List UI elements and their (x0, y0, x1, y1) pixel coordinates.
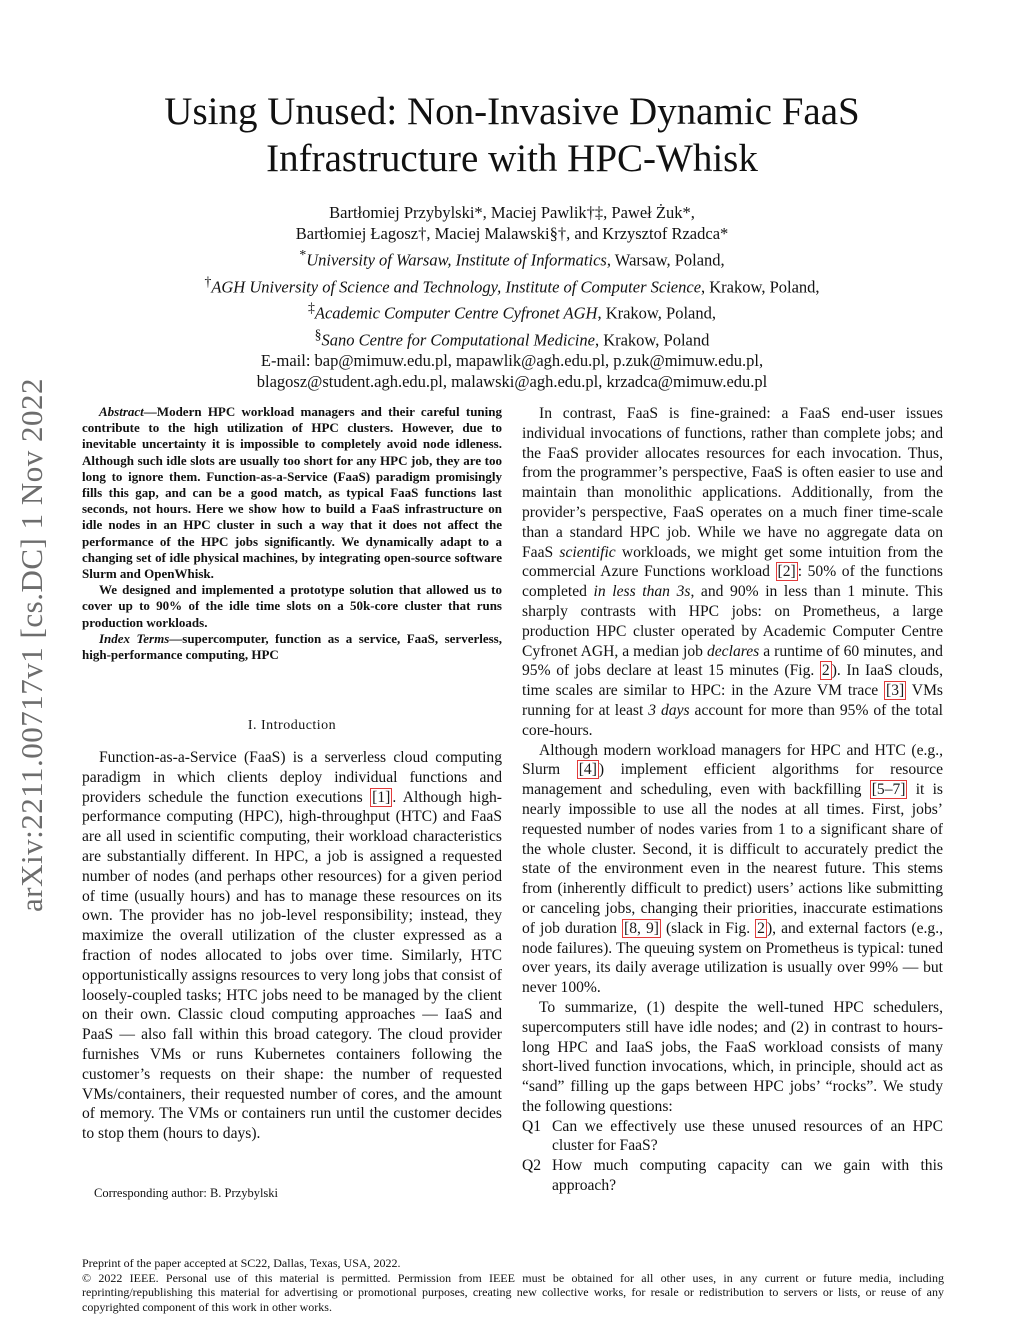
left-column (82, 748, 502, 1144)
citation-link[interactable]: [5–7] (871, 781, 906, 799)
affiliation-4 (170, 324, 854, 351)
text-run: Although modern workload managers for HPC and HTC (e.g., Slurm (522, 741, 943, 779)
text-run: it is nearly impossible to use all the nodes at all times. First, jobs’ requested number of nodes varies from 1 to a significant share of the whole cluster. Second, it is difficult to accurately predict the state of the environment even in the nearest future. This stems from (inherently difficult to predict) users’ actions like submitting or canceling jobs, changing their priorities, inaccurate estimations of job duration (522, 781, 943, 937)
affiliation-location: , Krakow, Poland (594, 330, 710, 349)
abstract-label: Abstract (99, 404, 144, 419)
affiliation-mark: ‡ (307, 300, 315, 315)
right-column (522, 404, 943, 1196)
question-text: How much computing capacity can we gain with this approach? (552, 1157, 943, 1195)
text-run: : 50% of the functions completed (522, 563, 943, 601)
question-2 (522, 1156, 943, 1196)
question-1 (522, 1117, 943, 1157)
citation-link[interactable]: [2] (777, 563, 796, 581)
text-run: (slack in Fig. (660, 919, 756, 937)
text-run: In contrast, FaaS is fine-grained: a FaaS end-user issues individual invocations of functions, rather than complete jobs; and the FaaS provider allocates resources for each invocation. Thus, from the programmer’s perspective, FaaS is often easier to use and maintain than monolithic applications. Additionally, from the provider’s perspective, FaaS operates on a much finer time-scale than a standard HPC job. While we have no aggregate data on FaaS (522, 405, 943, 561)
text-run: in less than 3s (593, 583, 691, 601)
paragraph-workload-managers (522, 741, 943, 998)
text-run: . Although high-performance computing (HPC), high-throughput (HTC) and FaaS are all used in scientific computing, their workload characteristics are substantially different. In HPC, a job is assigned a requested number of nodes (and perhaps other resources) for a given period of time (usually hours) and has to manage these resources on its own. The provider has no job-level responsibility; instead, they maximize the overall utilization of the cluster expressed as a fraction of nodes allocated to jobs over time. Similarly, HTC opportunistically assigns resources to very long jobs that consist of loosely-coupled tasks; HTC jobs need to be managed by the client on their own. Classic cloud computing approaches — IaaS and PaaS — also fall within this broad category. The cloud provider furnishes VMs or runs Kubernetes containers following the customer’s requests on their shape: the number of requested VMs/containers, their requested number of cores, and the amount of memory. The VMs or containers run until the customer decides to stop them (hours to days). (82, 788, 502, 1143)
intro-paragraph (82, 748, 502, 1144)
paragraph-summary: To summarize, (1) despite the well-tuned HPC schedulers, supercomputers still have idle nodes; and (2) in contrast to hours-long HPC and IaaS jobs, the FaaS workload consists of many short-lived function invocations, which, in principle, should act as “sand” filling up the gaps between HPC jobs’ “rocks”. We study the following questions: (522, 998, 943, 1115)
affiliation-institution: Academic Computer Centre Cyfronet AGH (314, 303, 598, 323)
text-run: 3 days (648, 701, 690, 719)
affiliation-location: , Warsaw, Poland, (606, 250, 725, 270)
question-label: Q1 (522, 1117, 542, 1135)
arxiv-stamp (2, 360, 62, 930)
citation-link[interactable]: [8, 9] (624, 919, 659, 937)
question-label: Q2 (522, 1157, 542, 1175)
text-run: ), and external factors (e.g., node failures). The queuing system on Prometheus is typical: tuned over years, its daily average utilization is usually over 99% — but never 100%. (522, 919, 943, 997)
figure-link[interactable]: 2 (821, 662, 830, 680)
affiliation-3 (170, 297, 854, 324)
author-block (170, 202, 854, 392)
title-line-2: Infrastructure with HPC-Whisk (266, 137, 758, 180)
preprint-note: Preprint of the paper accepted at SC22, Dallas, Texas, USA, 2022. (82, 1256, 401, 1270)
section-heading: I. Introduction (247, 718, 337, 733)
author-line-1: Bartłomiej Przybylski*, Maciej Pawlik†‡, Paweł Żuk*, (329, 203, 695, 222)
paper-title (120, 88, 904, 182)
paragraph-contrast (522, 404, 943, 741)
footnote: Corresponding author: B. Przybylski (94, 1186, 279, 1200)
affiliation-institution: Sano Centre for Computational Medicine (321, 330, 595, 349)
abstract-paragraph-2: We designed and implemented a prototype solution that allowed us to cover up to 90% of the idle time slots on a 50k-core cluster that runs production workloads. (82, 582, 502, 630)
affiliation-1 (170, 244, 854, 271)
abstract (82, 404, 502, 663)
citation-link[interactable]: [1] (372, 788, 391, 806)
index-terms (82, 631, 502, 663)
text-run: workloads, we might get some intuition from the commercial Azure Functions workload (522, 543, 943, 581)
affiliation-2 (170, 271, 854, 298)
affiliation-institution: AGH University of Science and Technology, Institute of Computer Science (211, 277, 702, 296)
text-run: a runtime of 60 minutes, and 95% of jobs declare at least 15 minutes (Fig. (522, 642, 943, 680)
text-run: account for more than 95% of the total core-hours. (522, 701, 944, 739)
citation-link[interactable]: [3] (886, 682, 905, 700)
text-run: ). In IaaS clouds, time scales are similar to HPC: in the Azure VM trace (522, 662, 943, 700)
title-line-1: Using Unused: Non-Invasive Dynamic FaaS (164, 90, 860, 133)
text-run: Function-as-a-Service (FaaS) is a serverless cloud computing paradigm in which clients deploy individual functions and providers schedule the function executions (82, 749, 502, 806)
text-run: VMs running for at least (522, 682, 944, 719)
ieee-copyright: © 2022 IEEE. Personal use of this material is permitted. Permission from IEEE must be obtained for all other uses, in any current or future media, including reprinting/republishing this material for advertising or promotional purposes, creating new collective works, for resale or redistribution to servers or lists, or reuse of any copyrighted component of this work in other works. (82, 1270, 944, 1314)
question-text: Can we effectively use these unused resources of an HPC cluster for FaaS? (552, 1117, 943, 1155)
affiliation-institution: University of Warsaw, Institute of Informatics (306, 250, 607, 270)
affiliation-mark: § (314, 326, 322, 342)
text-run: , and 90% in less than 1 minute. This sharply contrasts with HPC jobs: on Prometheus, a large production HPC cluster operated by Academic Computer Centre Cyfronet AGH, a median job (522, 583, 943, 660)
citation-link[interactable]: [4] (578, 761, 597, 779)
affiliation-mark: † (204, 273, 212, 289)
copyright-notice (82, 1256, 944, 1314)
arxiv-id[interactable]: arXiv:2211.00717v1 [cs.DC] 1 Nov 2022 (14, 378, 49, 912)
index-terms-label: Index Terms (99, 630, 170, 646)
affiliation-location: , Krakow, Poland, (597, 303, 716, 323)
affiliation-mark: * (299, 247, 307, 262)
author-line-2: Bartłomiej Łagosz†, Maciej Malawski§†, and Krzysztof Rzadca* (295, 224, 729, 243)
text-run: declares (706, 642, 760, 660)
affiliation-location: , Krakow, Poland, (701, 277, 820, 296)
figure-link[interactable]: 2 (757, 919, 765, 937)
index-terms-text: —supercomputer, function as a service, FaaS, serverless, high-performance computing, HPC (82, 630, 502, 663)
email-line-2[interactable]: blagosz@student.agh.edu.pl, malawski@agh.edu.pl, krzadca@mimuw.edu.pl (256, 372, 768, 391)
text-run: ) implement efficient algorithms for resource management and scheduling, even with backfilling (522, 761, 943, 799)
abstract-paragraph (82, 404, 502, 582)
abstract-text: —Modern HPC workload managers and their careful tuning contribute to the high utilization of HPC clusters. However, due to inevitable uncertainty it is impossible to completely avoid node idleness. Although such idle slots are usually too short for any HPC job, they are too long to ignore them. Function-as-a-Service (FaaS) paradigm promisingly fills this gap, and can be a good match, as typical FaaS functions last seconds, not hours. Here we show how to build a FaaS infrastructure on idle nodes in an HPC cluster in such a way that it does not affect the performance of the HPC jobs significantly. We dynamically adapt to a changing set of idle physical machines, by integrating open-source software Slurm and OpenWhisk. (82, 404, 502, 582)
text-run: scientific (559, 543, 616, 561)
email-line-1[interactable]: E-mail: bap@mimuw.edu.pl, mapawlik@agh.edu.pl, p.zuk@mimuw.edu.pl, (260, 351, 764, 370)
